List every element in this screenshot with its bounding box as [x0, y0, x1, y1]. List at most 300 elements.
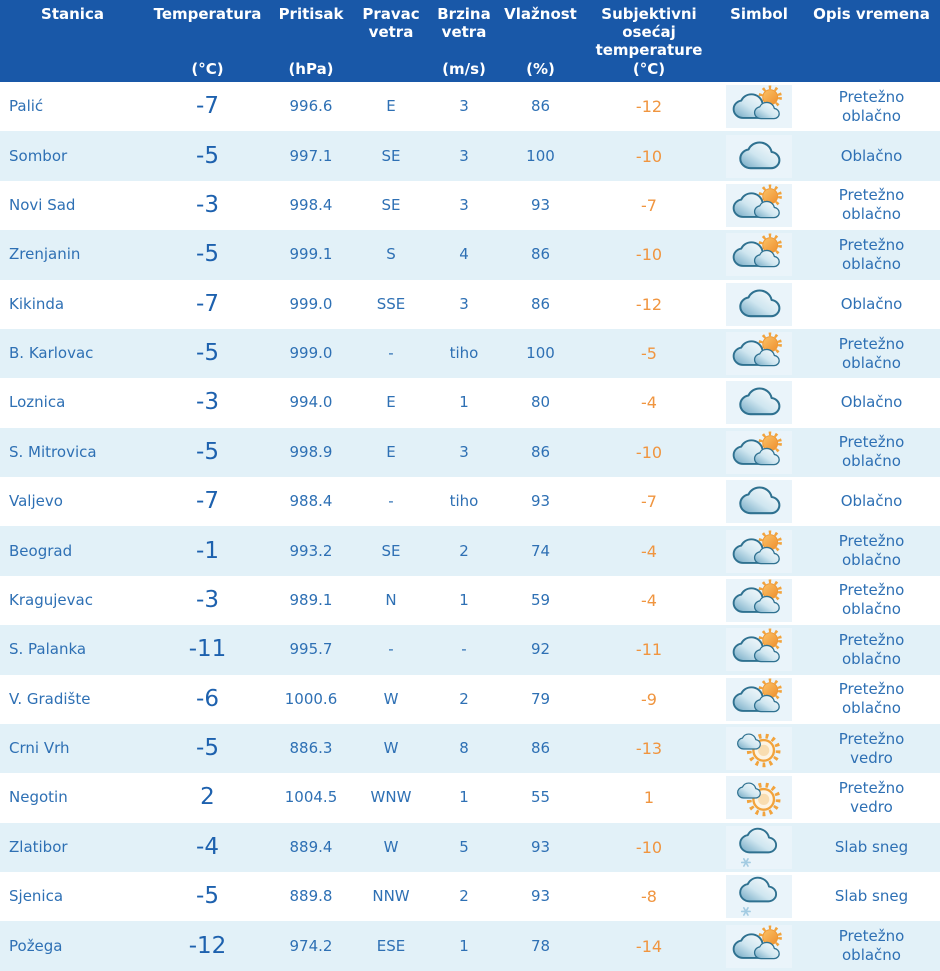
temperature-cell	[145, 675, 270, 724]
table-row	[0, 329, 940, 378]
humidity-cell	[498, 921, 583, 970]
temperature-cell-value: -7	[196, 93, 219, 120]
symbol-cell	[715, 131, 803, 180]
wind-direction-cell-value: E	[386, 97, 396, 116]
wind-speed-cell	[430, 378, 498, 427]
temperature-cell-value: -3	[196, 389, 219, 416]
table-row	[0, 181, 940, 230]
temperature-cell-value: -5	[196, 883, 219, 910]
weather-icon-box	[726, 826, 792, 869]
pressure-cell-value: 1000.6	[284, 689, 338, 708]
humidity-cell	[498, 773, 583, 822]
partly-cloudy-icon	[729, 530, 789, 573]
column-label: Brzina vetra	[437, 5, 491, 41]
column-header-pravac-vetra	[352, 0, 430, 82]
station-cell	[0, 872, 145, 921]
wind-speed-cell-value: 4	[459, 245, 469, 264]
description-cell	[803, 724, 940, 773]
humidity-cell	[498, 823, 583, 872]
humidity-cell-value: 93	[530, 195, 551, 214]
symbol-cell	[715, 329, 803, 378]
pressure-cell	[270, 329, 352, 378]
wind-direction-cell-value: E	[386, 393, 396, 412]
feels-like-cell-value: -10	[635, 146, 663, 166]
humidity-cell-value: 92	[530, 640, 551, 659]
feels-like-cell	[583, 576, 715, 625]
wind-direction-cell-value: NNW	[372, 887, 410, 906]
temperature-cell-value: -5	[196, 340, 219, 367]
wind-direction-cell-value: WNW	[370, 788, 412, 807]
column-header-simbol	[715, 0, 803, 82]
light-snow-icon	[729, 826, 789, 869]
wind-speed-cell	[430, 280, 498, 329]
wind-speed-cell-value: 1	[459, 393, 469, 412]
humidity-cell	[498, 477, 583, 526]
temperature-cell-value: -11	[188, 636, 227, 663]
symbol-cell	[715, 823, 803, 872]
humidity-cell	[498, 280, 583, 329]
table-row	[0, 724, 940, 773]
wind-speed-cell-value: 3	[459, 442, 469, 461]
humidity-cell	[498, 181, 583, 230]
station-cell	[0, 230, 145, 279]
wind-speed-cell	[430, 823, 498, 872]
partly-cloudy-icon	[729, 579, 789, 622]
wind-speed-cell	[430, 625, 498, 674]
pressure-cell-value: 999.0	[289, 344, 333, 363]
column-label: Simbol	[730, 5, 788, 23]
column-label: Temperatura	[153, 5, 262, 23]
symbol-cell	[715, 724, 803, 773]
feels-like-cell-value: -5	[641, 344, 657, 364]
station-cell-value: Sjenica	[9, 887, 64, 906]
pressure-cell	[270, 675, 352, 724]
column-unit: (°C)	[632, 60, 666, 78]
column-header-brzina-vetra	[430, 0, 498, 82]
feels-like-cell	[583, 526, 715, 575]
wind-speed-cell-value: 3	[459, 294, 469, 313]
feels-like-cell	[583, 280, 715, 329]
description-cell	[803, 181, 940, 230]
description-cell	[803, 526, 940, 575]
description-cell	[803, 773, 940, 822]
symbol-cell	[715, 625, 803, 674]
feels-like-cell	[583, 773, 715, 822]
wind-direction-cell-value: E	[386, 442, 396, 461]
station-cell-value: Novi Sad	[9, 195, 76, 214]
pressure-cell	[270, 280, 352, 329]
wind-direction-cell-value: W	[383, 689, 399, 708]
humidity-cell	[498, 724, 583, 773]
feels-like-cell-value: -4	[641, 541, 657, 561]
temperature-cell-value: -12	[188, 932, 227, 959]
humidity-cell-value: 86	[530, 245, 551, 264]
partly-cloudy-icon	[729, 925, 789, 968]
feels-like-cell	[583, 823, 715, 872]
temperature-cell	[145, 724, 270, 773]
station-cell	[0, 378, 145, 427]
weather-icon-box	[726, 530, 792, 573]
feels-like-cell	[583, 675, 715, 724]
feels-like-cell	[583, 181, 715, 230]
wind-direction-cell	[352, 378, 430, 427]
weather-icon-box	[726, 678, 792, 721]
pressure-cell-value: 995.7	[289, 640, 333, 659]
station-cell	[0, 181, 145, 230]
station-cell-value: S. Mitrovica	[9, 442, 97, 461]
temperature-cell	[145, 625, 270, 674]
feels-like-cell	[583, 82, 715, 131]
weather-icon-box	[726, 925, 792, 968]
feels-like-cell	[583, 131, 715, 180]
wind-speed-cell	[430, 526, 498, 575]
humidity-cell	[498, 428, 583, 477]
pressure-cell-value: 1004.5	[284, 788, 338, 807]
pressure-cell	[270, 576, 352, 625]
wind-speed-cell	[430, 773, 498, 822]
wind-direction-cell-value: ESE	[376, 936, 406, 955]
station-cell	[0, 625, 145, 674]
wind-direction-cell-value: W	[383, 739, 399, 758]
temperature-cell-value: -7	[196, 488, 219, 515]
pressure-cell-value: 994.0	[289, 393, 333, 412]
station-cell	[0, 724, 145, 773]
column-header-subjektivni-osecaj	[583, 0, 715, 82]
cloudy-icon	[729, 480, 789, 523]
description-cell-value: Pretežno oblačno	[838, 186, 905, 224]
humidity-cell-value: 79	[530, 689, 551, 708]
wind-direction-cell	[352, 625, 430, 674]
wind-direction-cell	[352, 280, 430, 329]
humidity-cell-value: 59	[530, 590, 551, 609]
pressure-cell	[270, 724, 352, 773]
wind-direction-cell	[352, 773, 430, 822]
description-cell	[803, 921, 940, 970]
pressure-cell	[270, 526, 352, 575]
wind-speed-cell-value: 2	[459, 689, 469, 708]
pressure-cell-value: 886.3	[289, 739, 333, 758]
humidity-cell-value: 80	[530, 393, 551, 412]
humidity-cell	[498, 526, 583, 575]
station-cell	[0, 280, 145, 329]
symbol-cell	[715, 230, 803, 279]
feels-like-cell-value: -4	[641, 393, 657, 413]
partly-cloudy-icon	[729, 184, 789, 227]
column-label: Pravac vetra	[362, 5, 420, 41]
column-unit: (hPa)	[288, 60, 334, 78]
weather-icon-box	[726, 727, 792, 770]
pressure-cell-value: 889.8	[289, 887, 333, 906]
temperature-cell	[145, 773, 270, 822]
pressure-cell-value: 998.4	[289, 195, 333, 214]
station-cell-value: Zlatibor	[9, 837, 68, 856]
cloudy-icon	[729, 135, 789, 178]
temperature-cell	[145, 477, 270, 526]
column-header-pritisak	[270, 0, 352, 82]
temperature-cell	[145, 378, 270, 427]
column-header-temperatura	[145, 0, 270, 82]
weather-icon-box	[726, 579, 792, 622]
humidity-cell-value: 93	[530, 492, 551, 511]
station-cell	[0, 329, 145, 378]
station-cell-value: Negotin	[9, 788, 68, 807]
feels-like-cell-value: -4	[641, 590, 657, 610]
wind-speed-cell-value: 1	[459, 936, 469, 955]
description-cell-value: Pretežno oblačno	[838, 235, 905, 273]
description-cell	[803, 329, 940, 378]
station-cell	[0, 428, 145, 477]
station-cell	[0, 526, 145, 575]
humidity-cell-value: 86	[530, 97, 551, 116]
wind-direction-cell-value: W	[383, 837, 399, 856]
temperature-cell-value: -3	[196, 586, 219, 613]
partly-cloudy-icon	[729, 332, 789, 375]
feels-like-cell	[583, 724, 715, 773]
humidity-cell	[498, 675, 583, 724]
temperature-cell	[145, 131, 270, 180]
wind-speed-cell	[430, 82, 498, 131]
station-cell-value: Crni Vrh	[9, 739, 70, 758]
wind-speed-cell	[430, 428, 498, 477]
wind-direction-cell-value: -	[388, 640, 394, 659]
temperature-cell-value: -5	[196, 142, 219, 169]
station-cell	[0, 576, 145, 625]
feels-like-cell-value: -12	[635, 294, 663, 314]
column-label: Subjektivni osećaj temperature	[595, 5, 703, 59]
humidity-cell-value: 74	[530, 541, 551, 560]
table-row	[0, 378, 940, 427]
station-cell-value: Kragujevac	[9, 590, 93, 609]
wind-direction-cell	[352, 329, 430, 378]
table-row	[0, 477, 940, 526]
description-cell	[803, 82, 940, 131]
pressure-cell-value: 993.2	[289, 541, 333, 560]
wind-direction-cell-value: S	[386, 245, 396, 264]
feels-like-cell-value: -13	[635, 739, 663, 759]
station-cell-value: Sombor	[9, 146, 68, 165]
pressure-cell	[270, 477, 352, 526]
pressure-cell-value: 988.4	[289, 492, 333, 511]
feels-like-cell-value: -7	[641, 492, 657, 512]
column-label: Stanica	[41, 5, 104, 23]
feels-like-cell-value: -10	[635, 245, 663, 265]
station-cell-value: Kikinda	[9, 294, 65, 313]
wind-direction-cell	[352, 872, 430, 921]
column-unit: (°C)	[191, 60, 224, 78]
description-cell-value: Pretežno oblačno	[838, 581, 905, 619]
feels-like-cell	[583, 329, 715, 378]
wind-speed-cell	[430, 131, 498, 180]
wind-speed-cell	[430, 724, 498, 773]
wind-direction-cell-value: SE	[381, 541, 401, 560]
description-cell-value: Pretežno oblačno	[838, 532, 905, 570]
wind-direction-cell-value: SSE	[376, 294, 406, 313]
symbol-cell	[715, 181, 803, 230]
feels-like-cell-value: -8	[641, 887, 657, 907]
temperature-cell	[145, 872, 270, 921]
table-row	[0, 576, 940, 625]
column-label: Pritisak	[278, 5, 344, 23]
description-cell	[803, 625, 940, 674]
feels-like-cell-value: -7	[641, 195, 657, 215]
pressure-cell	[270, 823, 352, 872]
table-header-row	[0, 0, 940, 82]
station-cell	[0, 675, 145, 724]
feels-like-cell-value: -10	[635, 442, 663, 462]
temperature-cell-value: -5	[196, 241, 219, 268]
humidity-cell	[498, 329, 583, 378]
wind-speed-cell-value: 2	[459, 541, 469, 560]
humidity-cell-value: 100	[526, 344, 555, 363]
table-row	[0, 280, 940, 329]
humidity-cell	[498, 230, 583, 279]
weather-icon-box	[726, 431, 792, 474]
description-cell	[803, 131, 940, 180]
partly-cloudy-icon	[729, 628, 789, 671]
temperature-cell	[145, 526, 270, 575]
description-cell-value: Slab sneg	[834, 887, 909, 906]
humidity-cell	[498, 82, 583, 131]
wind-speed-cell-value: -	[461, 640, 467, 659]
description-cell	[803, 428, 940, 477]
symbol-cell	[715, 378, 803, 427]
humidity-cell	[498, 872, 583, 921]
column-label: Vlažnost	[504, 5, 577, 23]
wind-direction-cell	[352, 576, 430, 625]
description-cell-value: Pretežno vedro	[838, 729, 905, 767]
wind-speed-cell-value: 3	[459, 195, 469, 214]
wind-speed-cell-value: 8	[459, 739, 469, 758]
description-cell-value: Pretežno oblačno	[838, 630, 905, 668]
temperature-cell-value: -4	[196, 833, 219, 860]
pressure-cell	[270, 181, 352, 230]
temperature-cell-value: -3	[196, 191, 219, 218]
symbol-cell	[715, 872, 803, 921]
temperature-cell-value: -7	[196, 290, 219, 317]
temperature-cell-value: -5	[196, 438, 219, 465]
wind-direction-cell	[352, 675, 430, 724]
station-cell-value: S. Palanka	[9, 640, 87, 659]
wind-speed-cell	[430, 329, 498, 378]
feels-like-cell-value: -14	[635, 936, 663, 956]
column-header-vlaznost	[498, 0, 583, 82]
table-row	[0, 872, 940, 921]
symbol-cell	[715, 526, 803, 575]
symbol-cell	[715, 675, 803, 724]
humidity-cell-value: 78	[530, 936, 551, 955]
pressure-cell	[270, 428, 352, 477]
station-cell	[0, 82, 145, 131]
wind-speed-cell-value: tiho	[449, 344, 479, 363]
light-snow-icon	[729, 875, 789, 918]
wind-speed-cell	[430, 675, 498, 724]
pressure-cell-value: 997.1	[289, 146, 333, 165]
wind-direction-cell	[352, 921, 430, 970]
weather-icon-box	[726, 85, 792, 128]
feels-like-cell	[583, 872, 715, 921]
station-cell-value: Požega	[9, 936, 63, 955]
station-cell-value: Beograd	[9, 541, 73, 560]
table-row	[0, 428, 940, 477]
pressure-cell-value: 996.6	[289, 97, 333, 116]
wind-direction-cell	[352, 428, 430, 477]
weather-icon-box	[726, 332, 792, 375]
pressure-cell-value: 974.2	[289, 936, 333, 955]
wind-direction-cell-value: SE	[381, 195, 401, 214]
weather-icon-box	[726, 381, 792, 424]
wind-direction-cell	[352, 230, 430, 279]
wind-speed-cell-value: 1	[459, 590, 469, 609]
feels-like-cell-value: -10	[635, 837, 663, 857]
column-unit: (m/s)	[442, 60, 486, 78]
humidity-cell-value: 86	[530, 739, 551, 758]
mostly-clear-icon	[729, 727, 789, 770]
symbol-cell	[715, 280, 803, 329]
symbol-cell	[715, 82, 803, 131]
humidity-cell	[498, 131, 583, 180]
weather-icon-box	[726, 628, 792, 671]
humidity-cell	[498, 378, 583, 427]
station-cell	[0, 131, 145, 180]
description-cell-value: Oblačno	[840, 294, 903, 313]
column-unit: (%)	[526, 60, 555, 78]
table-row	[0, 773, 940, 822]
feels-like-cell	[583, 921, 715, 970]
description-cell-value: Pretežno oblačno	[838, 87, 905, 125]
table-row	[0, 823, 940, 872]
partly-cloudy-icon	[729, 85, 789, 128]
symbol-cell	[715, 576, 803, 625]
station-cell-value: B. Karlovac	[9, 344, 94, 363]
temperature-cell-value: -5	[196, 735, 219, 762]
pressure-cell	[270, 921, 352, 970]
cloudy-icon	[729, 381, 789, 424]
temperature-cell	[145, 230, 270, 279]
description-cell	[803, 477, 940, 526]
weather-icon-box	[726, 135, 792, 178]
station-cell-value: Zrenjanin	[9, 245, 81, 264]
description-cell-value: Pretežno oblačno	[838, 334, 905, 372]
station-cell	[0, 773, 145, 822]
description-cell-value: Pretežno oblačno	[838, 680, 905, 718]
wind-direction-cell	[352, 724, 430, 773]
wind-direction-cell-value: -	[388, 344, 394, 363]
partly-cloudy-icon	[729, 233, 789, 276]
pressure-cell	[270, 230, 352, 279]
station-cell	[0, 823, 145, 872]
wind-direction-cell	[352, 131, 430, 180]
humidity-cell-value: 86	[530, 442, 551, 461]
weather-icon-box	[726, 184, 792, 227]
wind-direction-cell	[352, 181, 430, 230]
humidity-cell-value: 100	[526, 146, 555, 165]
wind-direction-cell-value: N	[385, 590, 397, 609]
table-row	[0, 625, 940, 674]
humidity-cell	[498, 576, 583, 625]
description-cell	[803, 576, 940, 625]
pressure-cell	[270, 378, 352, 427]
wind-direction-cell	[352, 823, 430, 872]
temperature-cell-value: 2	[200, 784, 215, 811]
weather-icon-box	[726, 875, 792, 918]
temperature-cell	[145, 576, 270, 625]
wind-speed-cell	[430, 230, 498, 279]
feels-like-cell-value: 1	[643, 788, 655, 808]
pressure-cell-value: 889.4	[289, 837, 333, 856]
pressure-cell	[270, 625, 352, 674]
wind-speed-cell	[430, 872, 498, 921]
description-cell-value: Oblačno	[840, 492, 903, 511]
